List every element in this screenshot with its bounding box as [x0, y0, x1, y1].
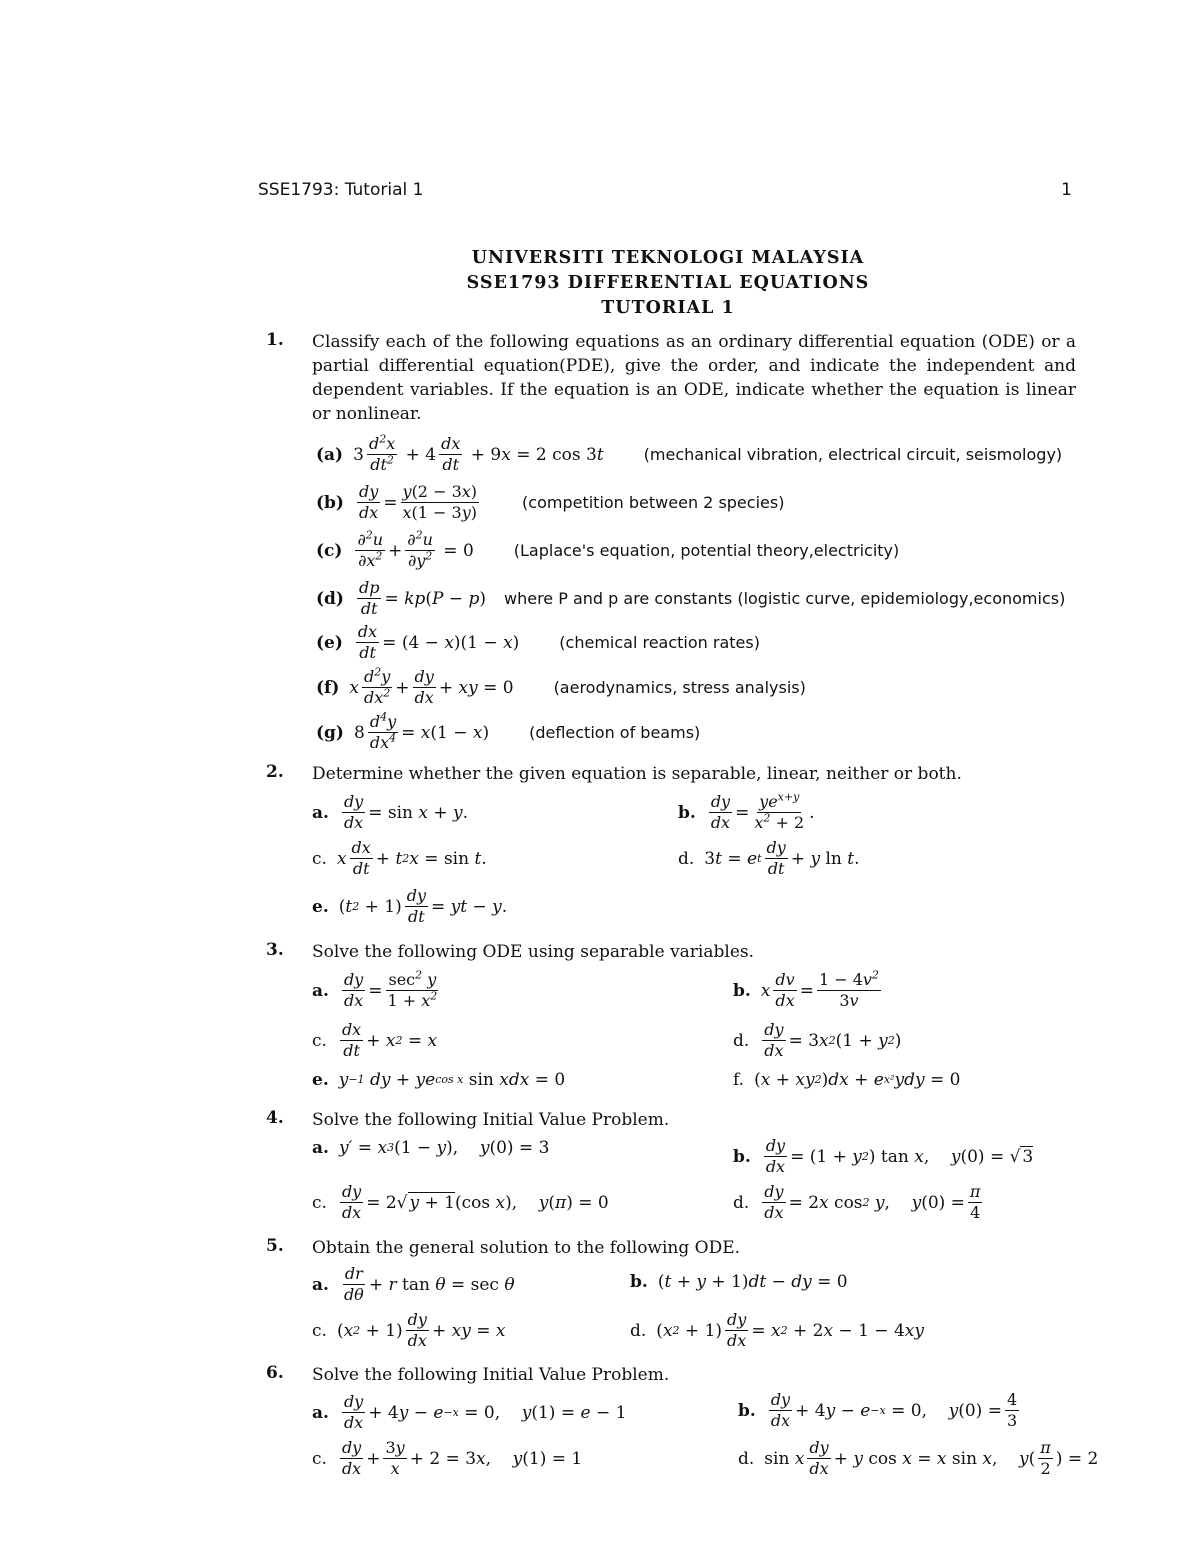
equation: $\frac{dy}{dx}$ = 2 x cos 2 y , y (0) = $\frac{\pi}{4}$ [764, 1182, 981, 1222]
equation: $\frac{dy}{dx}$ = (1 + y 2 ) tan x , y (0) = √ 3 [765, 1136, 1034, 1176]
part-label: a. [312, 1274, 329, 1295]
q2-e [312, 886, 507, 927]
q6-d [738, 1438, 1098, 1479]
part-label: c. [312, 1448, 327, 1469]
application-note: (competition between 2 species) [522, 493, 785, 512]
q2-b [678, 792, 815, 833]
equation: ( t 2 + 1) $\frac{dy}{dt}$ = yt − y . [338, 886, 508, 926]
application-note: (aerodynamics, stress analysis) [553, 678, 806, 697]
equation: $\frac{dy}{dx}$ + 4 y − e −x = 0, y (1) = e − 1 [343, 1392, 627, 1432]
question-number: 3. [266, 940, 284, 960]
question-number: 1. [266, 330, 284, 350]
tutorial-title: TUTORIAL 1 [601, 298, 735, 318]
equation: $\frac{dy}{dx}$ = $\frac{\sec^2 y}{1 + x^2}$ [343, 968, 438, 1010]
q4-a [312, 1138, 549, 1158]
q1-part-d [316, 578, 1065, 619]
equation: ( x + xy 2 ) dx + e x² ydy = 0 [754, 1070, 961, 1090]
question-text: Solve the following ODE using separable variables. [312, 942, 755, 962]
equation: $\frac{dy}{dx}$ + $\frac{3y}{x}$ + 2 = 3 x , y (1) = 1 [341, 1438, 583, 1478]
q3-b [733, 970, 884, 1011]
equation: x $\frac{d^2y}{dx^2}$ + $\frac{dy}{dx}$ + xy = 0 [349, 665, 514, 707]
document-title [0, 246, 1200, 321]
part-label: (g) [316, 722, 344, 743]
q4-c [312, 1182, 609, 1223]
part-label: (f) [316, 677, 340, 698]
question-text: Solve the following Initial Value Problem. [312, 1365, 670, 1385]
q1-part-a [316, 434, 1062, 475]
q6-a [312, 1392, 626, 1433]
part-label: d. [678, 848, 695, 869]
question-text: Obtain the general solution to the following ODE. [312, 1238, 741, 1258]
equation: $\frac{dy}{dx}$ = $\frac{ye^{x+y}}{x^2 + 2}$ . [710, 790, 815, 832]
part-label: (d) [316, 588, 344, 609]
q6-c [312, 1438, 582, 1479]
part-label: (b) [316, 492, 344, 513]
question-number: 6. [266, 1363, 284, 1383]
q3-c [312, 1020, 437, 1061]
part-label: b. [678, 802, 696, 823]
q5-b [630, 1272, 848, 1292]
equation: 3 $\frac{d^2x}{dt^2}$ + 4 $\frac{dx}{dt}$ + 9 x = 2 cos 3 t [353, 432, 604, 474]
equation: ( x 2 + 1) $\frac{dy}{dx}$ = x 2 + 2 x − 1 − 4 xy [656, 1310, 924, 1350]
part-label: (c) [316, 540, 343, 561]
course-tutorial-label: SSE1793: Tutorial 1 [258, 180, 424, 200]
equation: x $\frac{dx}{dt}$ + t 2 x = sin t . [336, 838, 487, 878]
question-number: 5. [266, 1236, 284, 1256]
university-title: UNIVERSITI TEKNOLOGI MALAYSIA [471, 248, 865, 268]
question-number: 4. [266, 1108, 284, 1128]
equation: y −1 dy + ye cos x sin xdx = 0 [338, 1070, 566, 1090]
part-label: e. [312, 1070, 329, 1090]
equation: y′ = x 3 (1 − y ), y (0) = 3 [338, 1138, 550, 1158]
q1-part-g [316, 712, 700, 753]
equation: sin x $\frac{dy}{dx}$ + y cos x = x sin x , y ( $\frac{\pi}{2}$ ) = 2 [764, 1438, 1099, 1478]
question-text: Solve the following Initial Value Problem. [312, 1110, 670, 1130]
q1-part-f [316, 667, 806, 708]
application-note: (deflection of beams) [529, 723, 701, 742]
part-label: a. [312, 802, 329, 823]
question-text: Determine whether the given equation is separable, linear, neither or both. [312, 764, 962, 784]
application-note: where P and p are constants (logistic curve, epidemiology,economics) [504, 589, 1066, 608]
equation: $\frac{dy}{dx}$ + 4 y − e −x = 0, y (0) = $\frac{4}{3}$ [770, 1390, 1018, 1430]
equation: $\frac{dx}{dt}$ + x 2 = x [341, 1020, 438, 1060]
q3-a [312, 970, 442, 1011]
q2-a [312, 792, 468, 833]
part-label: a. [312, 980, 329, 1001]
equation: ( t + y + 1) dt − dy = 0 [657, 1272, 848, 1292]
equation: x $\frac{dv}{dx}$ = $\frac{1 - 4v^2}{3v}$ [760, 968, 879, 1010]
part-label: (e) [316, 632, 343, 653]
part-label: a. [312, 1402, 329, 1423]
part-label: b. [738, 1400, 756, 1421]
equation: $\frac{dr}{d\theta}$ + r tan θ = sec θ [343, 1264, 515, 1304]
part-label: c. [312, 1030, 327, 1051]
q4-b [733, 1136, 1033, 1177]
part-label: d. [738, 1448, 755, 1469]
part-label: d. [630, 1320, 647, 1341]
equation: $\frac{dp}{dt}$ = kp ( P − p ) [358, 578, 486, 618]
q2-d [678, 838, 860, 879]
question-text: Classify each of the following equations as an ordinary differential equation (ODE) or a partial differential equation(PDE), give the order, and indicate the independent and dependent variables. If the equation is an ODE, indicate whether the equation is linear or nonlinear. [312, 332, 1076, 424]
q6-b [738, 1390, 1022, 1431]
application-note: (chemical reaction rates) [559, 633, 760, 652]
q1-part-c [316, 530, 899, 571]
part-label: c. [312, 848, 327, 869]
equation: $\frac{dx}{dt}$ = (4 − x )(1 − x ) [357, 622, 520, 662]
q3-f [733, 1070, 960, 1090]
equation: $\frac{dy}{dx}$ = sin x + y . [343, 792, 469, 832]
application-note: (Laplace's equation, potential theory,electricity) [513, 541, 900, 560]
equation: 8 $\frac{d^4y}{dx^4}$ = x (1 − x ) [353, 710, 490, 752]
q1-part-e [316, 622, 760, 663]
equation: $\frac{\partial^2u}{\partial x^2}$ + $\frac{\partial^2u}{\partial y^2}$ = 0 [357, 528, 474, 570]
q3-d [733, 1020, 901, 1061]
q5-d [630, 1310, 924, 1351]
q5-c [312, 1310, 505, 1351]
equation: $\frac{dy}{dx}$ = 3 x 2 (1 + y 2 ) [764, 1020, 902, 1060]
part-label: b. [733, 980, 751, 1001]
page-header [258, 180, 1072, 200]
part-label: b. [630, 1272, 648, 1292]
equation: $\frac{dy}{dx}$ = 2√ y + 1(cos x ), y ( π ) = 0 [341, 1182, 609, 1222]
q1-part-b [316, 482, 784, 523]
part-label: c. [312, 1192, 327, 1213]
equation: 3 t = e t $\frac{dy}{dt}$ + y ln t . [704, 838, 860, 878]
q2-c [312, 838, 487, 879]
part-label: b. [733, 1146, 751, 1167]
part-label: d. [733, 1192, 750, 1213]
q4-d [733, 1182, 985, 1223]
q5-a [312, 1264, 515, 1305]
application-note: (mechanical vibration, electrical circuit, seismology) [643, 445, 1063, 464]
part-label: a. [312, 1138, 329, 1158]
equation: ( x 2 + 1) $\frac{dy}{dx}$ + xy = x [336, 1310, 506, 1350]
q3-e [312, 1070, 565, 1090]
question-number: 2. [266, 762, 284, 782]
course-title: SSE1793 DIFFERENTIAL EQUATIONS [466, 273, 870, 293]
page-number: 1 [1061, 180, 1072, 200]
part-label: (a) [316, 444, 344, 465]
part-label: f. [733, 1070, 745, 1090]
part-label: d. [733, 1030, 750, 1051]
part-label: c. [312, 1320, 327, 1341]
equation: $\frac{dy}{dx}$ = $\frac{y(2 - 3x)}{x(1 - 3y)}$ [358, 482, 478, 522]
part-label: e. [312, 896, 329, 917]
